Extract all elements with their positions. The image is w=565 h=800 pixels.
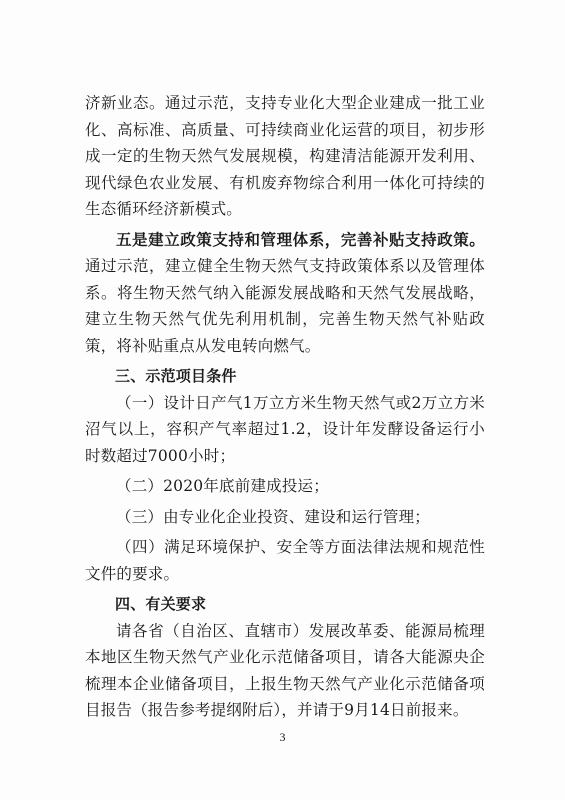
section-heading-requirements: 四、有关要求	[115, 595, 207, 613]
paragraph-ecology: 济新业态。通过示范，支持专业化大型企业建成一批工业化、高标准、高质量、可持续商业化运营的项目，初步形成一定的生物天然气发展规模，构建清洁能源开发利用、现代绿色农业发展、有机废弃物综合利用一体化可持续的生态循环经济新模式。	[85, 94, 485, 218]
page-body	[85, 90, 485, 724]
policy-body: 通过示范，建立健全生物天然气支持政策体系以及管理体系。将生物天然气纳入能源发展战略和天然气发展战略，建立生物天然气优先利用机制，完善生物天然气补贴政策，将补贴重点从发电转向燃气。	[85, 257, 485, 355]
paragraph-requirements: 请各省（自治区、直辖市）发展改革委、能源局梳理本地区生物天然气产业化示范储备项目，请各大能源央企梳理本企业储备项目，上报生物天然气产业化示范储备项目报告（报告参考提纲附后），并请于9月14日前报来。	[85, 621, 485, 719]
policy-lead-sentence: 五是建立政策支持和管理体系，完善补贴支持政策。	[116, 229, 485, 249]
paragraph-policy	[85, 227, 485, 360]
section-heading-conditions: 三、示范项目条件	[115, 367, 237, 385]
condition-item-2: （二）2020年底前建成投运；	[116, 477, 329, 495]
page-number: 3	[279, 730, 286, 744]
condition-item-3: （三）由专业化企业投资、建设和运行管理；	[116, 507, 431, 526]
condition-item-4: （四）满足环境保护、安全等方面法律法规和规范性文件的要求。	[85, 538, 485, 583]
condition-item-1: （一）设计日产气1万立方米生物天然气或2万立方米沼气以上，容积产气率超过1.2，设计年发酵设备运行小时数超过7000小时；	[85, 393, 485, 465]
